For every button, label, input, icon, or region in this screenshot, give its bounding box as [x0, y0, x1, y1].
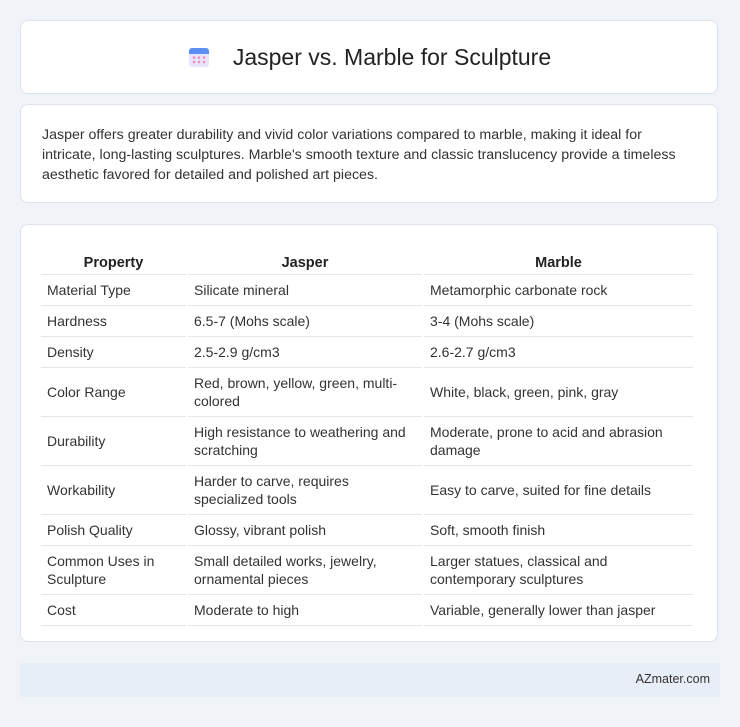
- table-cell-marble: Moderate, prone to acid and abrasion damage: [424, 417, 693, 466]
- table-cell-property: Density: [41, 337, 186, 368]
- table-cell-property: Durability: [41, 417, 186, 466]
- table-row: [41, 417, 693, 466]
- table-cell-property: Common Uses in Sculpture: [41, 546, 186, 595]
- header-property: Property: [41, 245, 186, 275]
- table-cell-marble: Easy to carve, suited for fine details: [424, 466, 693, 515]
- comparison-table-card: [20, 224, 718, 642]
- table-row: [41, 515, 693, 546]
- table-cell-marble: Metamorphic carbonate rock: [424, 275, 693, 306]
- table-row: [41, 337, 693, 368]
- table-cell-jasper: Harder to carve, requires specialized tools: [188, 466, 422, 515]
- table-cell-property: Hardness: [41, 306, 186, 337]
- table-row: [41, 368, 693, 417]
- table-cell-property: Workability: [41, 466, 186, 515]
- table-cell-property: Color Range: [41, 368, 186, 417]
- table-cell-jasper: Red, brown, yellow, green, multi-colored: [188, 368, 422, 417]
- table-cell-marble: Soft, smooth finish: [424, 515, 693, 546]
- table-cell-jasper: High resistance to weathering and scratching: [188, 417, 422, 466]
- table-row: [41, 546, 693, 595]
- comparison-table: [39, 245, 695, 626]
- table-cell-property: Cost: [41, 595, 186, 626]
- table-cell-marble: Larger statues, classical and contemporary sculptures: [424, 546, 693, 595]
- table-row: [41, 306, 693, 337]
- table-row: [41, 595, 693, 626]
- calendar-icon: [187, 45, 211, 69]
- table-cell-jasper: 6.5-7 (Mohs scale): [188, 306, 422, 337]
- table-cell-marble: 3-4 (Mohs scale): [424, 306, 693, 337]
- header-marble: Marble: [424, 245, 693, 275]
- table-cell-jasper: Glossy, vibrant polish: [188, 515, 422, 546]
- table-header-row: [41, 245, 693, 275]
- table-row: [41, 275, 693, 306]
- intro-text: Jasper offers greater durability and vivid color variations compared to marble, making it ideal for intricate, long-lasting sculptures. Marble's smooth texture and classic translucency provide a timeless aesthetic favored for detailed and polished art pieces.: [42, 127, 676, 183]
- page-title: Jasper vs. Marble for Sculpture: [232, 43, 552, 70]
- table-cell-jasper: Moderate to high: [188, 595, 422, 626]
- table-cell-property: Polish Quality: [41, 515, 186, 546]
- footer-brand[interactable]: AZmater.com: [635, 672, 710, 686]
- table-cell-marble: 2.6-2.7 g/cm3: [424, 337, 693, 368]
- table-row: [41, 466, 693, 515]
- table-cell-marble: Variable, generally lower than jasper: [424, 595, 693, 626]
- header-jasper: Jasper: [188, 245, 422, 275]
- title-card: [20, 20, 718, 94]
- table-cell-marble: White, black, green, pink, gray: [424, 368, 693, 417]
- footer: [20, 663, 720, 697]
- table-cell-property: Material Type: [41, 275, 186, 306]
- table-cell-jasper: Small detailed works, jewelry, ornamental pieces: [188, 546, 422, 595]
- table-cell-jasper: 2.5-2.9 g/cm3: [188, 337, 422, 368]
- table-cell-jasper: Silicate mineral: [188, 275, 422, 306]
- intro-card: [20, 104, 718, 203]
